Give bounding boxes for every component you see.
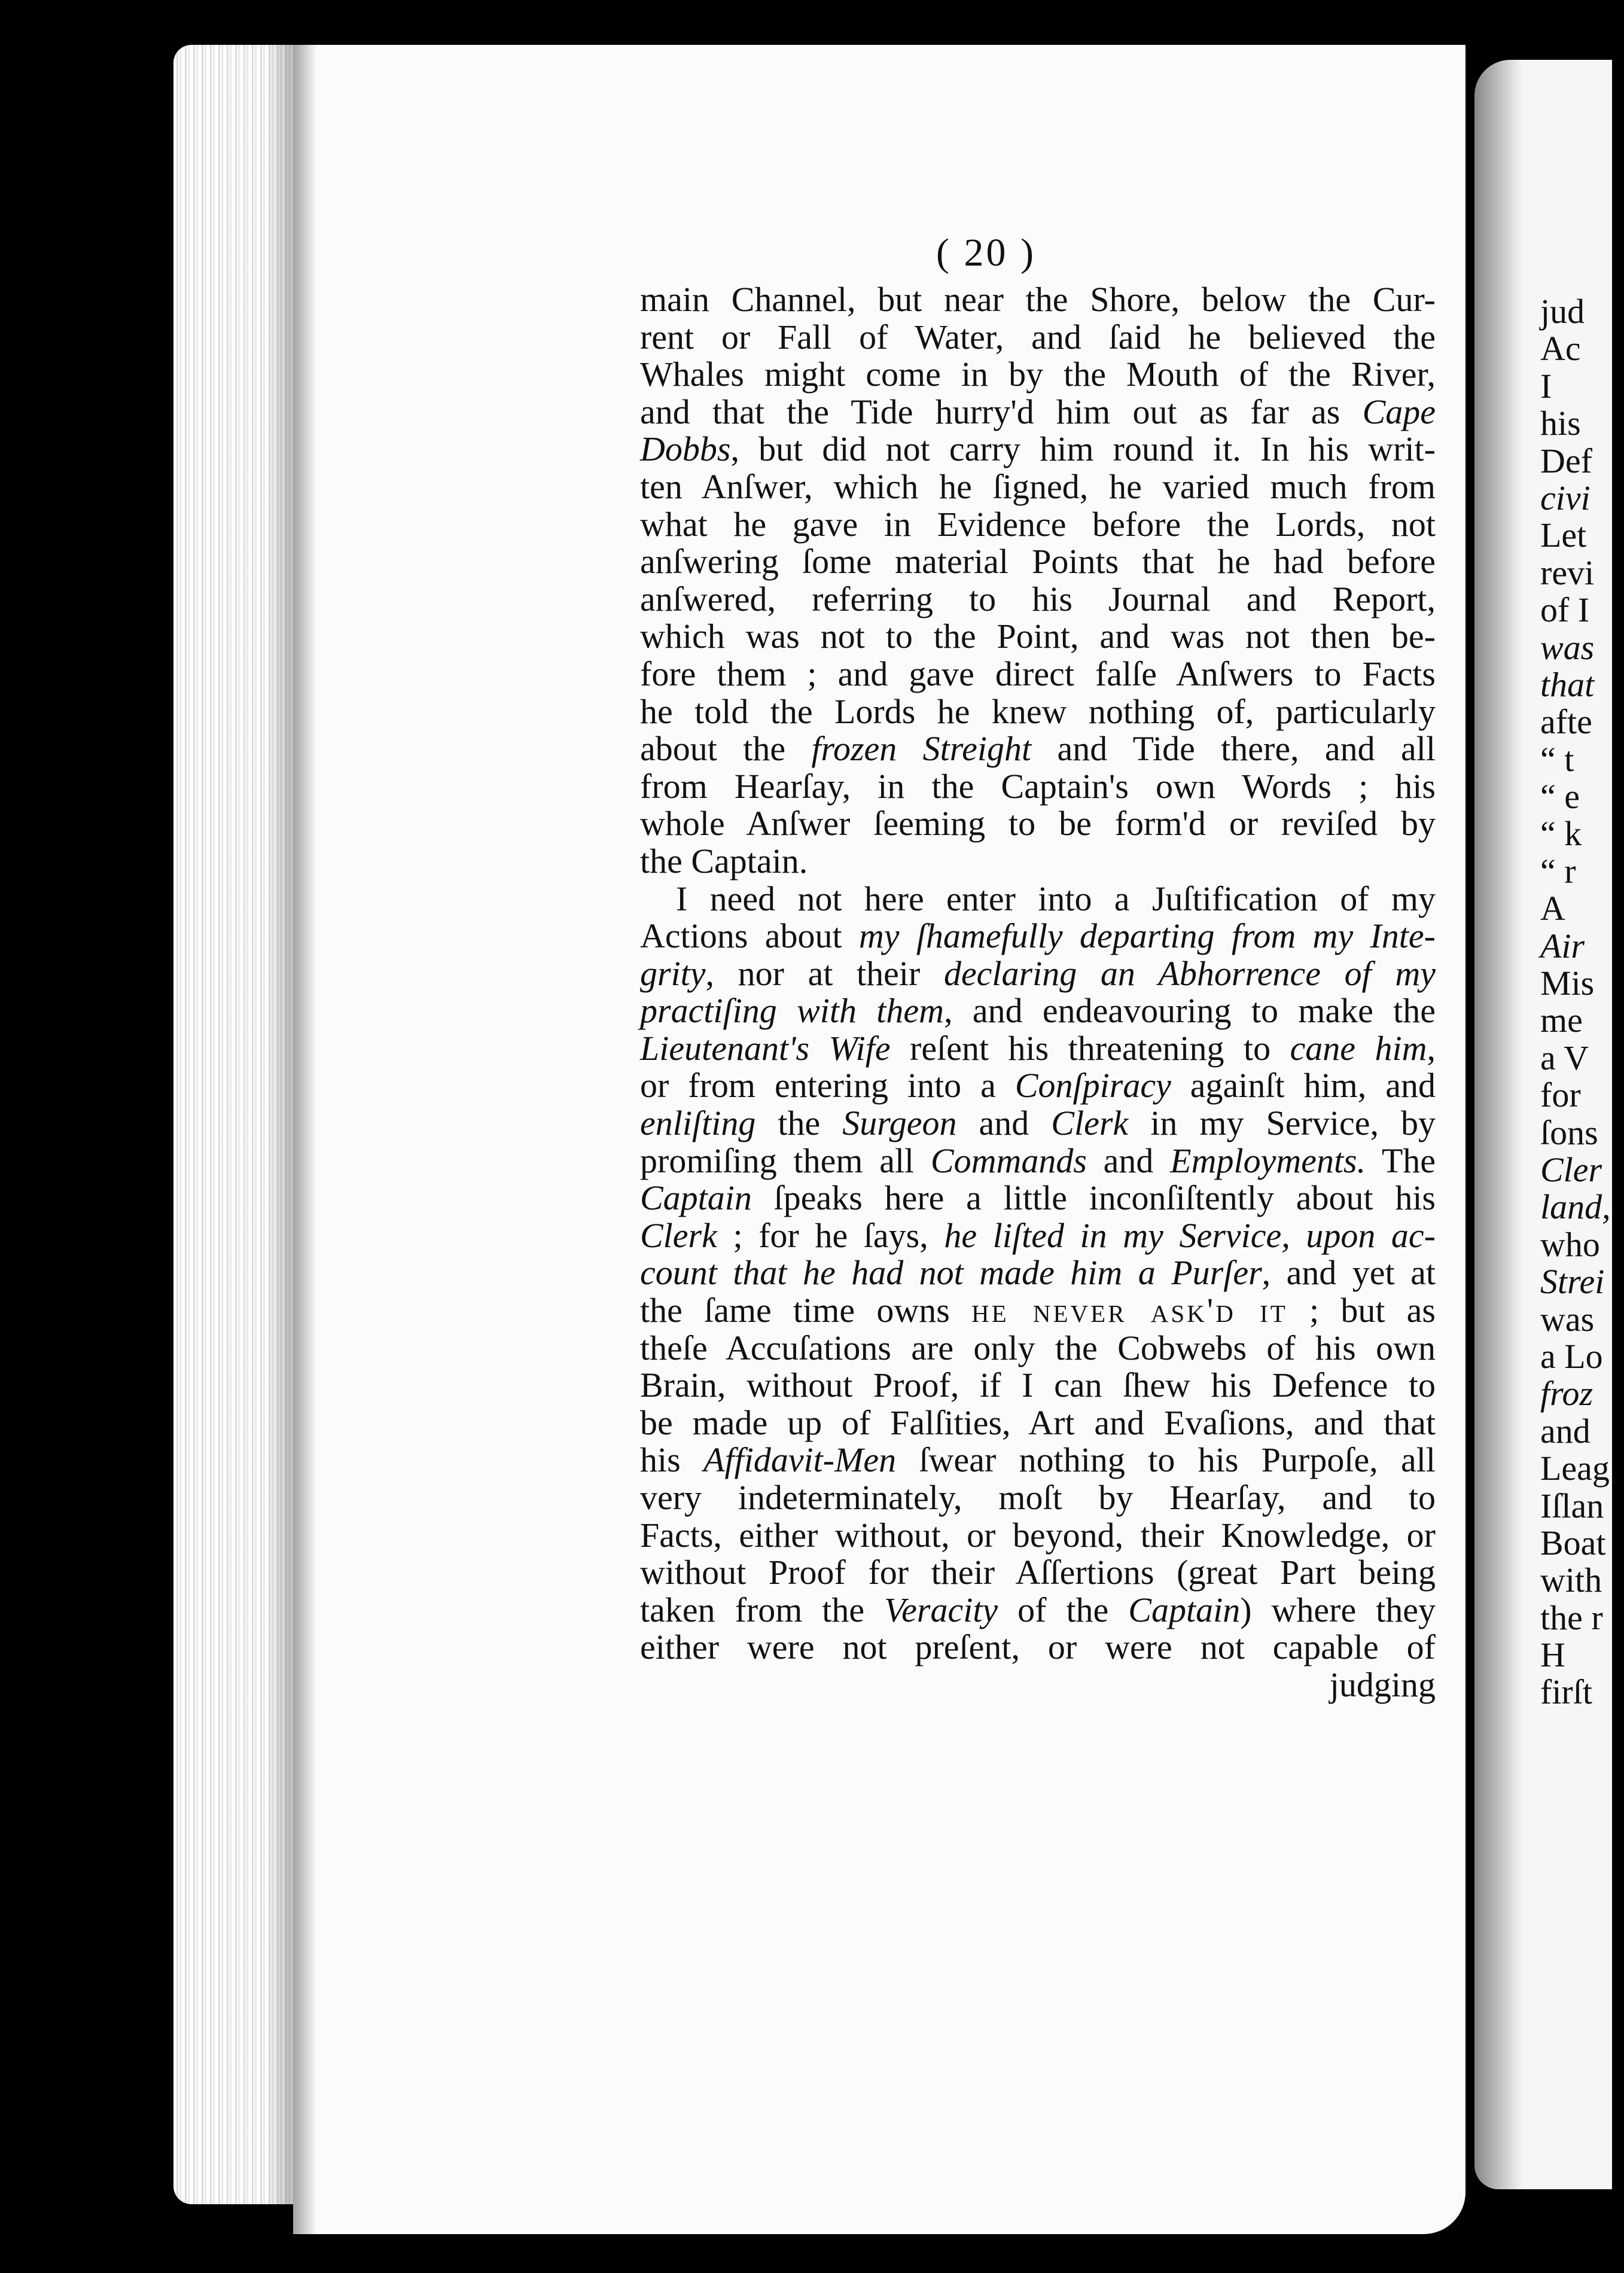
facing-page-line: was	[1540, 1299, 1595, 1339]
italic-text: Captain	[640, 1178, 752, 1218]
text-line	[640, 1142, 1436, 1180]
italic-text: Lieutenant's Wife	[640, 1028, 891, 1068]
italic-text: declaring an Abhorrence of my	[943, 953, 1436, 993]
text-run: in my Service, by	[1128, 1104, 1436, 1143]
facing-page-line: firſt	[1540, 1672, 1592, 1712]
facing-page-line: Leag	[1540, 1449, 1610, 1488]
text-run: ; for he ſays,	[717, 1215, 944, 1255]
facing-page-line: with	[1540, 1561, 1602, 1600]
text-line	[640, 992, 1436, 1030]
text-run: I need not here enter into a Juſtification of my	[676, 879, 1436, 918]
italic-text: frozen Streight	[811, 729, 1032, 769]
text-line	[640, 955, 1436, 993]
facing-page-line: was	[1540, 627, 1595, 667]
facing-page-line: of I	[1540, 590, 1590, 630]
page-number: ( 20 )	[936, 231, 1036, 275]
text-run: anſwering ſome material Points that he had before	[640, 542, 1436, 581]
facing-page-line: Boat	[1540, 1523, 1606, 1562]
text-run: Brain, without Proof, if I can ſhew his Defence to	[640, 1366, 1436, 1405]
text-line	[640, 880, 1436, 918]
italic-text: Cape	[1362, 392, 1436, 431]
text-line	[640, 1180, 1436, 1217]
text-run: ; but as	[1287, 1291, 1436, 1330]
text-line	[640, 1105, 1436, 1142]
facing-page-line: I	[1540, 366, 1552, 406]
italic-text: Commands	[930, 1141, 1087, 1180]
text-line	[640, 281, 1436, 319]
text-line	[640, 1292, 1436, 1330]
text-line	[640, 1592, 1436, 1629]
text-line	[640, 1217, 1436, 1255]
text-run: which was not to the Point, and was not then be-	[640, 617, 1436, 656]
text-run: ten Anſwer, which he ſigned, he varied much from	[640, 467, 1436, 506]
text-line	[640, 1254, 1436, 1292]
italic-text: practiſing with them	[640, 991, 944, 1031]
facing-page-line: and	[1540, 1411, 1591, 1451]
text-line	[640, 843, 1436, 880]
text-run: anſwered, referring to his Journal and Report,	[640, 579, 1436, 618]
facing-page-line: “ t	[1540, 739, 1574, 779]
facing-page-line: “ r	[1540, 851, 1576, 891]
italic-text: Affidavit-Men	[703, 1440, 897, 1480]
italic-text: Employments.	[1170, 1141, 1366, 1180]
text-line	[640, 918, 1436, 955]
italic-text: he liſted in my Service, upon ac-	[944, 1215, 1436, 1255]
facing-page-line: land,	[1540, 1187, 1611, 1227]
text-line	[640, 431, 1436, 468]
facing-page-line: Def	[1540, 441, 1592, 480]
text-run: theſe Accuſations are only the Cobwebs of his own	[640, 1328, 1436, 1367]
text-line	[640, 656, 1436, 693]
facing-page-line: his	[1540, 404, 1581, 443]
text-run: his	[640, 1440, 704, 1480]
facing-page-line: revi	[1540, 553, 1595, 592]
text-line	[640, 1517, 1436, 1555]
text-run: , and endeavouring to make the	[944, 991, 1436, 1031]
text-run: either were not preſent, or were not capable of	[640, 1628, 1436, 1667]
text-run: taken from the	[640, 1590, 885, 1629]
facing-page-line: the r	[1540, 1598, 1603, 1637]
text-run: ſwear nothing to his Purpoſe, all	[896, 1440, 1436, 1480]
text-run: the Captain.	[640, 841, 808, 880]
facing-page-line: “ k	[1540, 814, 1582, 854]
text-run: the ſame time owns	[640, 1291, 972, 1330]
facing-page-line: a Lo	[1540, 1336, 1603, 1376]
facing-page-line: H	[1540, 1635, 1565, 1675]
text-run: and	[956, 1104, 1052, 1143]
italic-text: enliſting	[640, 1104, 756, 1143]
text-line	[640, 506, 1436, 544]
text-run: be made up of Falſities, Art and Evaſions, and that	[640, 1403, 1436, 1442]
facing-page-text	[1540, 293, 1624, 1711]
text-line	[640, 356, 1436, 394]
facing-page-line: Strei	[1540, 1262, 1605, 1302]
text-run: againſt him, and	[1171, 1066, 1436, 1105]
facing-page-line: Iſlan	[1540, 1486, 1604, 1525]
text-run: ſpeaks here a little inconſiſtently about his	[751, 1178, 1436, 1218]
italic-text: Captain	[1128, 1590, 1241, 1629]
book-page-edges	[173, 45, 302, 2204]
text-run: from Hearſay, in the Captain's own Words ; his	[640, 766, 1436, 806]
text-line	[640, 1330, 1436, 1367]
text-run: the	[755, 1104, 843, 1143]
facing-page-line: for	[1540, 1075, 1581, 1115]
text-run: , but did not carry him round it. In his writ-	[730, 429, 1436, 469]
facing-page-line: me	[1540, 1001, 1583, 1040]
text-line	[640, 581, 1436, 618]
italic-text: Dobbs	[640, 429, 731, 469]
text-run: Whales might come in by the Mouth of the River,	[640, 355, 1436, 394]
text-line	[640, 1367, 1436, 1404]
text-run: Facts, either without, or beyond, their Knowledge, or	[640, 1515, 1436, 1555]
text-run: and Tide there, and all	[1031, 729, 1436, 769]
text-run: rent or Fall of Water, and ſaid he believed the	[640, 317, 1436, 357]
text-run: ) where they	[1240, 1590, 1436, 1629]
facing-page-line: ſons	[1540, 1113, 1598, 1152]
facing-page-line: Mis	[1540, 964, 1595, 1003]
text-run: or from entering into a	[640, 1066, 1015, 1105]
italic-text: Veracity	[884, 1590, 998, 1629]
text-line	[640, 394, 1436, 431]
facing-page-line: “ e	[1540, 777, 1580, 816]
text-run: very indeterminately, moſt by Hearſay, and to	[640, 1478, 1436, 1517]
facing-page-line: jud	[1540, 292, 1585, 331]
text-run: he told the Lords he knew nothing of, particularly	[640, 691, 1436, 731]
text-run: , nor at their	[705, 953, 944, 993]
facing-page-line: a V	[1540, 1038, 1589, 1077]
text-line	[640, 1404, 1436, 1442]
text-run: of the	[998, 1590, 1129, 1629]
italic-text: Surgeon	[842, 1104, 957, 1143]
facing-page-line: A	[1540, 889, 1565, 928]
body-text	[640, 281, 1436, 1704]
facing-page-line: froz	[1540, 1374, 1593, 1413]
text-run: and	[1086, 1141, 1171, 1180]
small-caps-text: he never ask'd it	[971, 1291, 1288, 1330]
italic-text: grity	[640, 953, 706, 993]
facing-page-line: civi	[1540, 478, 1591, 517]
text-run: judging	[1329, 1665, 1436, 1704]
text-line	[640, 1666, 1436, 1704]
facing-page-line: afte	[1540, 702, 1592, 742]
text-line	[640, 1442, 1436, 1479]
text-line	[640, 730, 1436, 768]
italic-text: Conſpiracy	[1014, 1066, 1171, 1105]
text-line	[640, 1067, 1436, 1105]
text-line	[640, 468, 1436, 506]
text-run: fore them ; and gave direct falſe Anſwers to Facts	[640, 654, 1436, 693]
text-run: and that the Tide hurry'd him out as far as	[640, 392, 1363, 431]
facing-page-line: Cler	[1540, 1150, 1602, 1189]
italic-text: Clerk	[1051, 1104, 1129, 1143]
text-run: without Proof for their Aſſertions (great Part being	[640, 1553, 1436, 1592]
text-line	[640, 693, 1436, 731]
italic-text: count that he had not made him a Purſer	[640, 1253, 1262, 1293]
text-line	[640, 319, 1436, 357]
text-run: The	[1366, 1141, 1436, 1180]
text-line	[640, 1030, 1436, 1068]
text-line	[640, 543, 1436, 581]
text-run: about the	[640, 729, 812, 769]
italic-text: Clerk	[640, 1215, 717, 1255]
text-run: what he gave in Evidence before the Lords, not	[640, 504, 1436, 544]
facing-page-line: who	[1540, 1224, 1600, 1264]
italic-text: my ſhamefully departing from my Inte-	[858, 916, 1436, 956]
text-run: whole Anſwer ſeeming to be form'd or reviſed by	[640, 804, 1436, 843]
text-line	[640, 1479, 1436, 1517]
facing-page-line: Ac	[1540, 329, 1581, 368]
text-run: main Channel, but near the Shore, below the Cur-	[640, 280, 1436, 319]
text-run: reſent his threatening to	[890, 1028, 1290, 1068]
facing-page-line: Air	[1540, 926, 1585, 965]
text-line	[640, 618, 1436, 656]
text-run: , and yet at	[1262, 1253, 1436, 1293]
text-line	[640, 1554, 1436, 1592]
text-run: ,	[1427, 1028, 1436, 1068]
text-line	[640, 805, 1436, 843]
facing-page-line: Let	[1540, 516, 1587, 555]
text-line	[640, 768, 1436, 806]
text-run: promiſing them all	[640, 1141, 931, 1180]
text-run: Actions about	[640, 916, 859, 956]
facing-page-line: that	[1540, 665, 1595, 704]
text-line	[640, 1629, 1436, 1666]
italic-text: cane him	[1290, 1028, 1427, 1068]
